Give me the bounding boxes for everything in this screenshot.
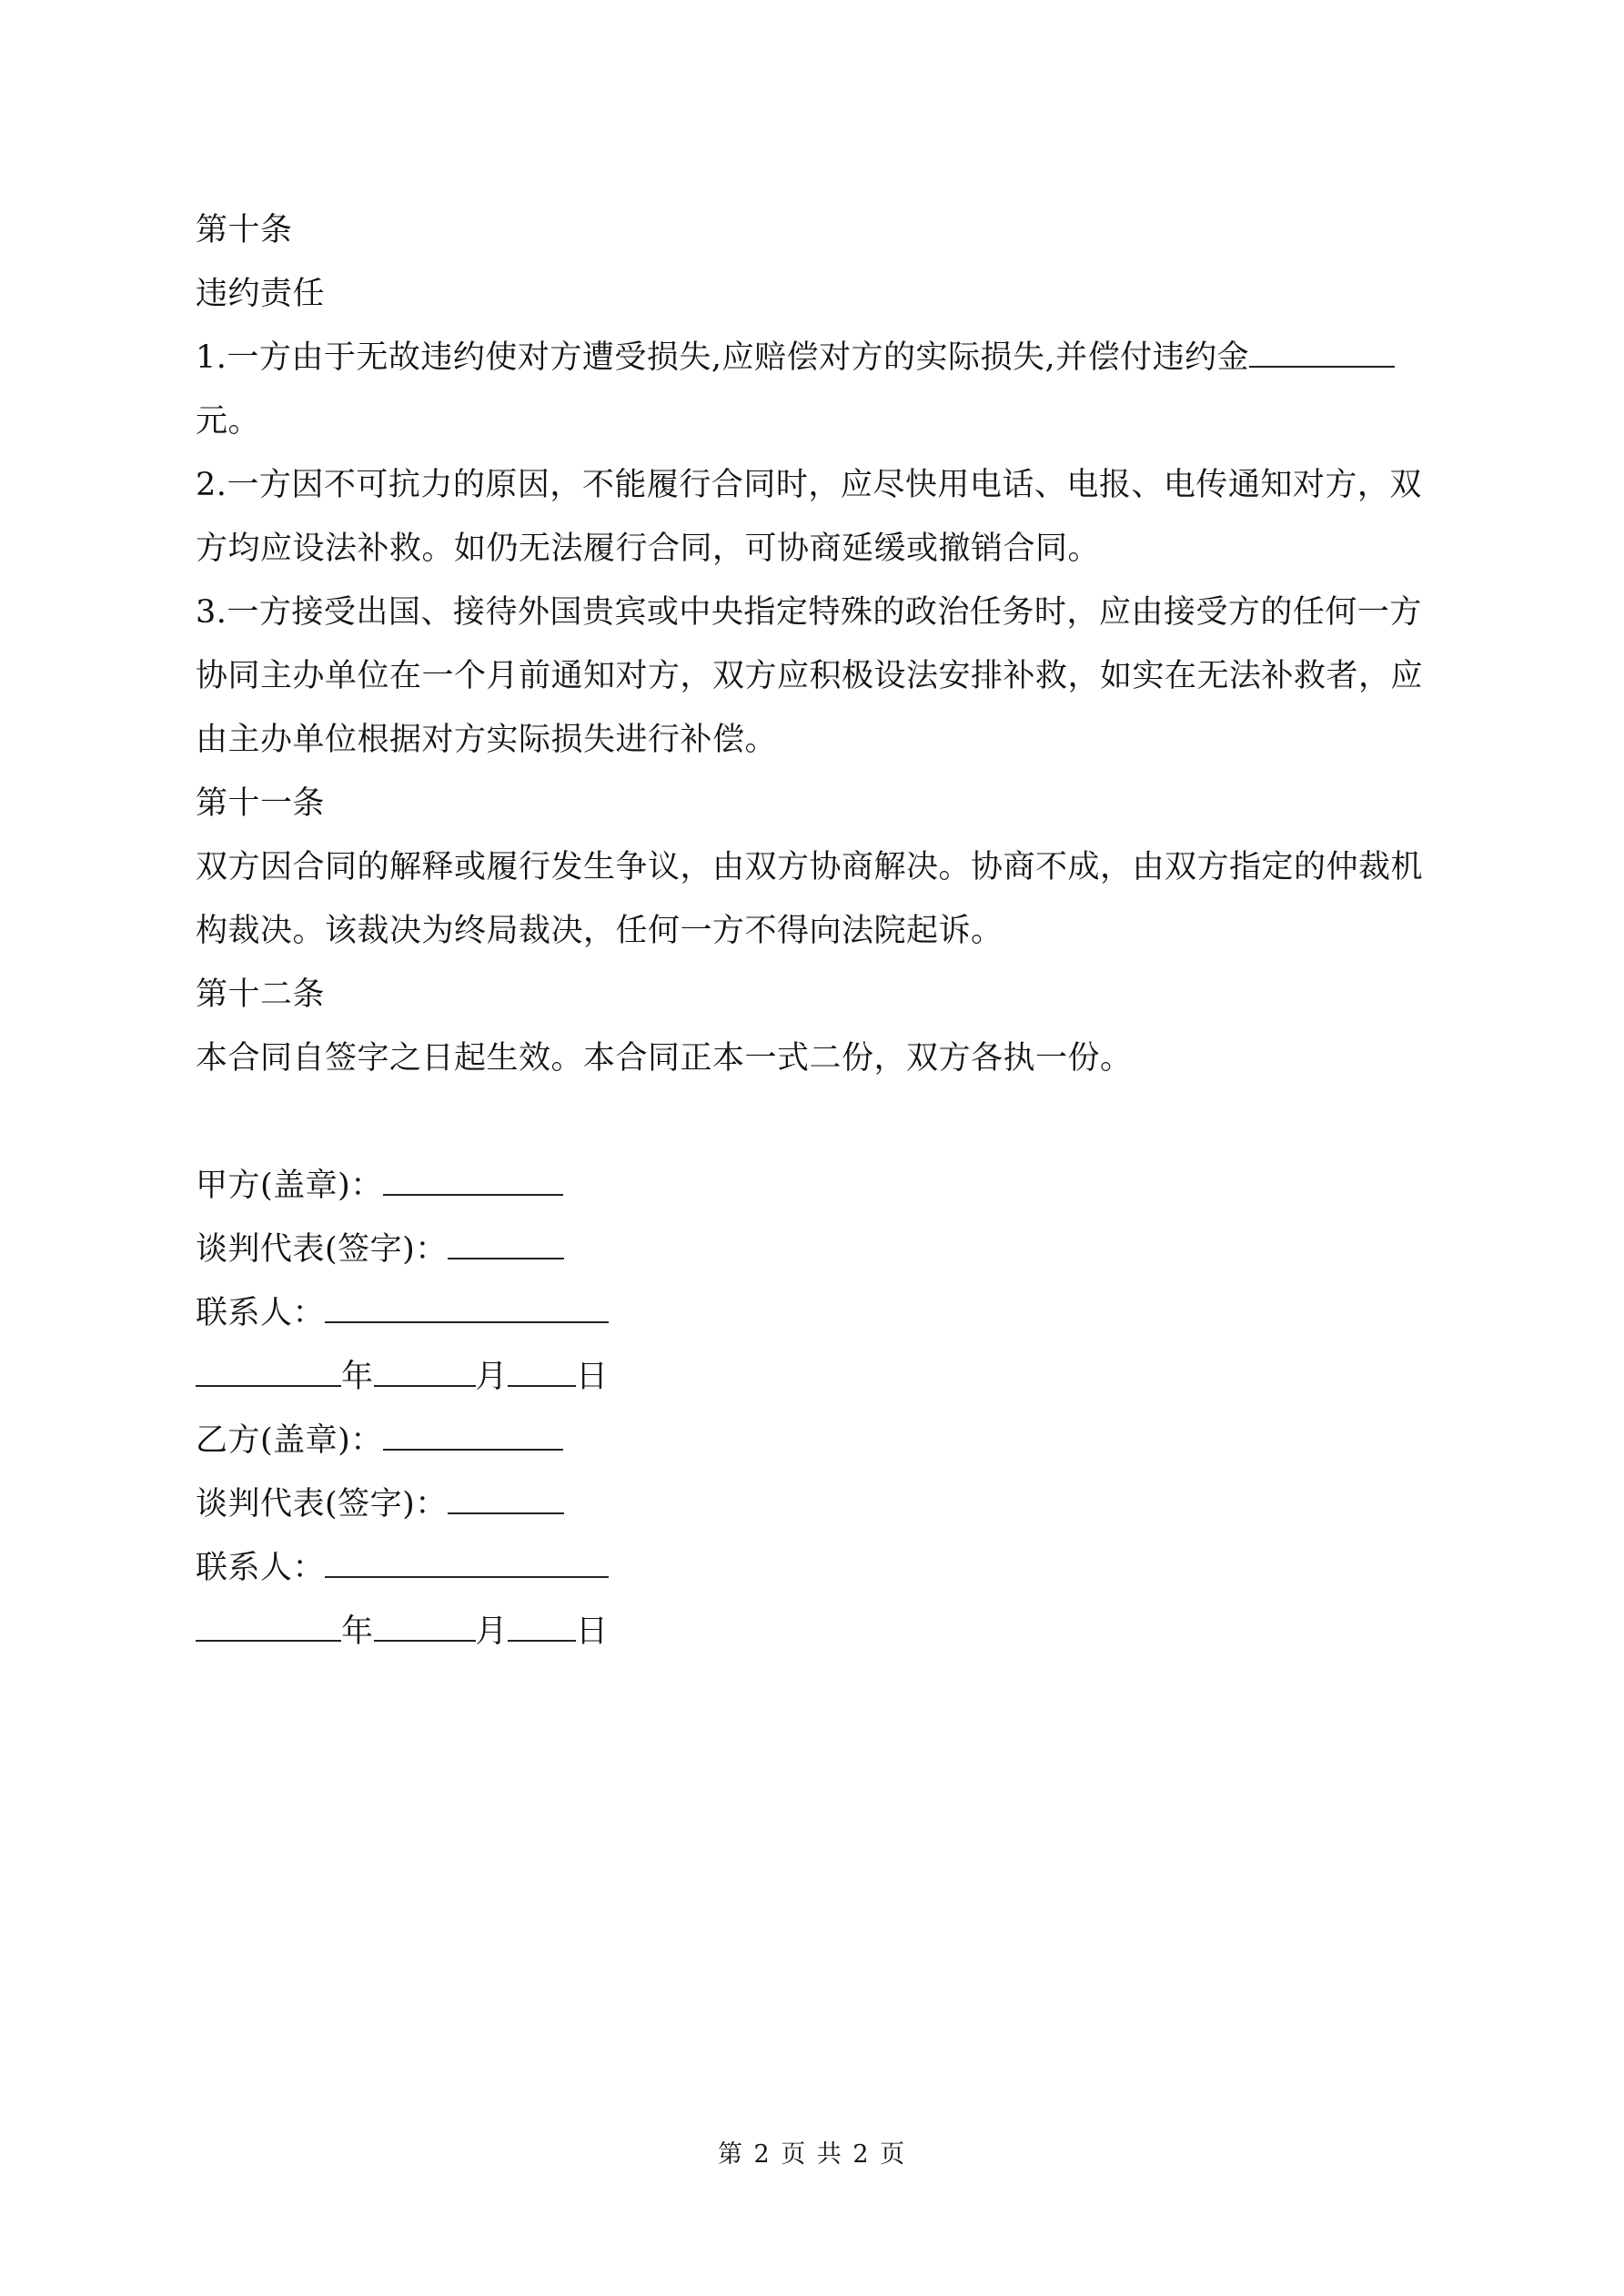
clause-1-line-1 [196, 326, 1442, 389]
party-b-seal-line [196, 1409, 1442, 1472]
article-11-line-1: 双方因合同的解释或履行发生争议，由双方协商解决。协商不成，由双方指定的仲裁机 [196, 849, 1424, 885]
party-a-date-line [196, 1345, 1442, 1409]
party-a-contact-label: 联系人： [196, 1295, 326, 1331]
article-12-text: 本合同自签字之日起生效。本合同正本一式二份，双方各执一份。 [196, 1040, 1133, 1077]
party-a-month-blank[interactable] [374, 1356, 476, 1387]
party-b-day-label: 日 [576, 1613, 609, 1650]
party-b-contact-line [196, 1536, 1442, 1600]
penalty-amount-blank[interactable] [1249, 337, 1395, 368]
party-a-contact-blank[interactable] [325, 1292, 609, 1323]
party-b-rep-line [196, 1472, 1442, 1536]
party-a-seal-label: 甲方(盖章)： [196, 1168, 383, 1204]
clause-1-line-2: 元。 [196, 403, 261, 440]
article-10-heading: 第十条 [196, 212, 293, 248]
party-a-year-label: 年 [341, 1359, 374, 1395]
party-a-rep-line [196, 1218, 1442, 1281]
article-12-heading: 第十二条 [196, 976, 326, 1013]
party-b-seal-blank[interactable] [383, 1420, 563, 1451]
clause-3-line-3: 由主办单位根据对方实际损失进行补偿。 [196, 722, 778, 758]
party-a-year-blank[interactable] [196, 1356, 341, 1387]
party-a-month-label: 月 [475, 1359, 509, 1395]
party-b-year-blank[interactable] [196, 1611, 341, 1642]
contract-body [196, 198, 1442, 1664]
party-b-day-blank[interactable] [508, 1611, 576, 1642]
clause-1-text: 1.一方由于无故违约使对方遭受损失,应赔偿对方的实际损失,并偿付违约金 [196, 339, 1250, 376]
party-a-rep-blank[interactable] [448, 1229, 564, 1259]
clause-3-line-1: 3.一方接受出国、接待外国贵宾或中央指定特殊的政治任务时，应由接受方的任何一方 [196, 594, 1422, 631]
party-a-rep-label: 谈判代表(签字)： [196, 1231, 448, 1268]
party-a-seal-blank[interactable] [383, 1165, 563, 1196]
clause-2-line-2: 方均应设法补救。如仍无法履行合同，可协商延缓或撤销合同。 [196, 531, 1101, 567]
page-footer: 第 2 页 共 2 页 [717, 2140, 907, 2169]
article-10-title: 违约责任 [196, 276, 326, 312]
article-11-line-2: 构裁决。该裁决为终局裁决，任何一方不得向法院起诉。 [196, 913, 1004, 949]
party-b-seal-label: 乙方(盖章)： [196, 1422, 383, 1459]
party-b-rep-label: 谈判代表(签字)： [196, 1486, 448, 1522]
party-b-month-blank[interactable] [374, 1611, 476, 1642]
clause-2-line-1: 2.一方因不可抗力的原因，不能履行合同时，应尽快用电话、电报、电传通知对方，双 [196, 467, 1422, 503]
article-11-heading: 第十一条 [196, 785, 326, 822]
party-a-contact-line [196, 1281, 1442, 1345]
party-b-contact-label: 联系人： [196, 1550, 326, 1586]
party-a-day-label: 日 [576, 1359, 609, 1395]
party-b-year-label: 年 [341, 1613, 374, 1650]
party-a-day-blank[interactable] [508, 1356, 576, 1387]
clause-3-line-2: 协同主办单位在一个月前通知对方，双方应积极设法安排补救，如实在无法补救者，应 [196, 658, 1424, 694]
party-a-seal-line [196, 1154, 1442, 1218]
party-b-month-label: 月 [475, 1613, 509, 1650]
party-b-rep-blank[interactable] [448, 1483, 564, 1514]
party-b-contact-blank[interactable] [325, 1547, 609, 1578]
spacer [196, 1090, 1442, 1154]
party-b-date-line [196, 1600, 1442, 1664]
